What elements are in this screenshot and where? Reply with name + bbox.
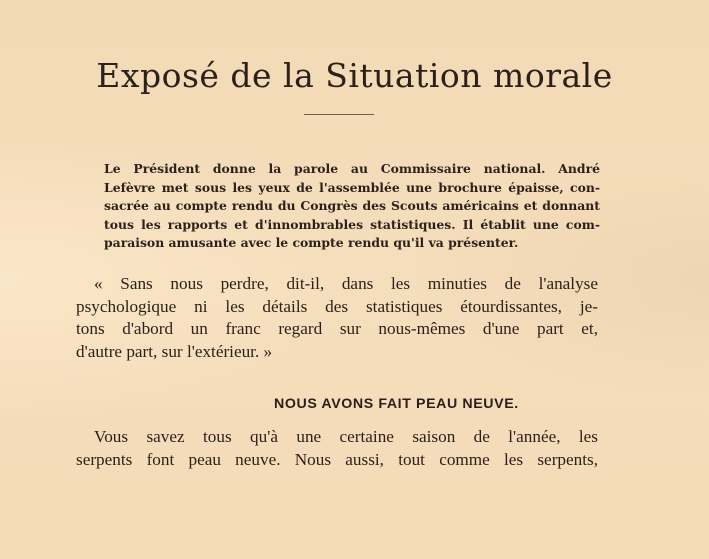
section-heading: NOUS AVONS FAIT PEAU NEUVE. <box>274 396 519 412</box>
body-line: Vous savez tous qu'à une certaine saison de l'année, les <box>94 427 598 446</box>
quote-line: « Sans nous perdre, dit-il, dans les minuties de l'analyse <box>94 274 598 293</box>
intro-line: paraison amusante avec le compte rendu qu'il va présenter. <box>104 235 519 251</box>
intro-line: sacrée au compte rendu du Congrès des Scouts américains et donnant <box>104 198 600 214</box>
page-title: Exposé de la Situation morale <box>96 56 613 95</box>
quote-line: tons d'abord un franc regard sur nous-mêmes d'une part et, <box>76 319 598 338</box>
quote-line: d'autre part, sur l'extérieur. » <box>76 341 273 361</box>
intro-paragraph <box>104 160 600 253</box>
quote-line: psychologique ni les détails des statistiques étourdissantes, je- <box>76 296 598 316</box>
quote-paragraph <box>76 273 598 363</box>
intro-line: Lefèvre met sous les yeux de l'assemblée une brochure épaisse, con- <box>104 179 600 195</box>
body-paragraph <box>76 426 598 471</box>
intro-line: Le Président donne la parole au Commissaire national. André <box>104 161 600 176</box>
title-divider <box>304 114 374 115</box>
intro-line: tous les rapports et d'innombrables statistiques. Il établit une com- <box>104 216 600 232</box>
body-line: serpents font peau neuve. Nous aussi, tout comme les serpents, <box>76 449 598 469</box>
